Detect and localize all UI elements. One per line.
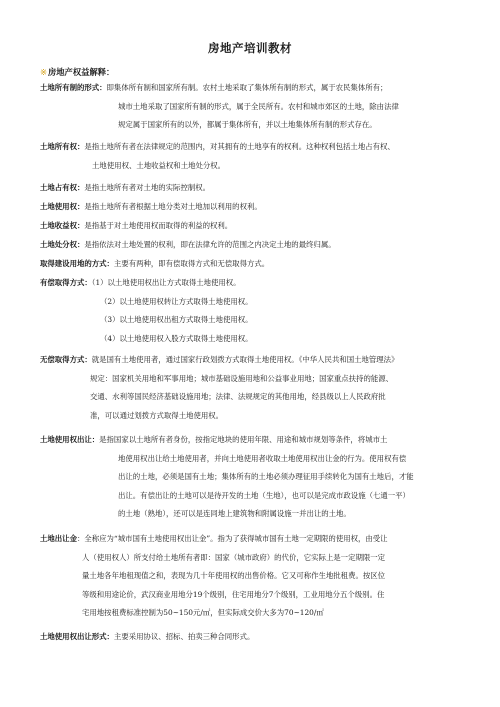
entry-unpaid-acquisition [40,351,472,425]
definition-text: 是指国家以土地所有者身份，按指定地块的使用年限、用途和城市规划等条件，将城市土 [99,435,388,444]
reference-mark-icon: ※ [40,67,47,77]
term-label: 取得建设用地的方式： [40,259,114,268]
entry-land-disposal-right [40,236,472,255]
list-item: （1）以土地使用权出让方式取得土地使用权。 [91,278,241,287]
definition-text: 量土地各年地租现值之和，表现为几十年使用权的出售价格。它又可称作生地批租费。按区位 [82,571,386,580]
definition-text: 主要有两种，即有偿取得方式和无偿取得方式。 [113,259,270,268]
term-label: 土地使用权出让形式： [40,632,114,641]
entry-sale-forms [40,628,472,647]
definition-text: 主要采用协议、招标、拍卖三种合同形式。 [113,632,255,641]
term-label: 土地处分权： [40,240,85,249]
definition-text: ：全称应为“城市国有土地使用权出让金”。指为了获得城市国有土地一定期限的使用权，由受让 [76,534,388,543]
definition-text: 出让的土地，必须是国有土地；集体所有的土地必须办理征用手续转化为国有土地后，才能 [118,472,414,481]
term-label: 有偿取得方式： [40,278,92,287]
definition-text: 地使用权出让给土地使用者，并向土地使用者收取土地使用权出让金的行为。使用权有偿 [118,453,407,463]
definition-text: 是指基于对土地使用权而取得的利益的权利。 [84,221,233,230]
definition-text: 出让。有偿出让的土地可以是待开发的土地（生地），也可以是完成市政设施（七通一平） [118,490,410,500]
list-item: （2）以土地使用权转让方式取得土地使用权。 [100,296,253,306]
definition-text: 交通、水利等国民经济基础设施用地；法律、法规规定的其他用地，经县级以上人民政府批 [90,392,386,401]
list-item: （4）以土地使用权入股方式取得土地使用权。 [100,333,253,343]
definition-text: 就是国有土地使用者，通过国家行政划拨方式取得土地使用权。《中华人民共和国土地管理法》 [91,355,399,364]
entry-land-use-right-sale [40,431,472,524]
entry-land-income-right [40,217,472,236]
definition-text: 人（使用权人）所支付给土地所有者即：国家（城市政府）的代价，它实际上是一定期限一定 [82,552,386,562]
definition-text: 准，可以通过划拨方式取得土地使用权。 [90,410,224,420]
term-label: 土地使用权： [40,202,85,211]
term-label: 土地出让金 [40,534,77,543]
entry-land-lease-fee [40,530,472,623]
definition-text: 土地使用权、土地收益权和土地处分权。 [92,160,226,170]
list-item: （3）以土地使用权出租方式取得土地使用权。 [100,315,253,324]
definition-text: 宅用地按租费标准控制为50~150元/㎡，但实际成交价大多为70~120/㎡ [82,608,324,617]
term-label: 土地占有权： [40,183,85,192]
term-label: 土地使用权出让： [40,435,100,444]
definition-text: 的土地（熟地），还可以是连同地上建筑物和附属设施一并出让的土地。 [118,509,351,518]
entry-land-use-right [40,198,472,217]
definition-text: 即集体所有制和国家所有制。农村土地采取了集体所有制的形式，属于农民集体所有； [106,83,388,92]
definition-text: 规定属于国家所有的以外，都属于集体所有，并以土地集体所有制的形式存在。 [118,120,377,129]
section-heading [40,66,114,78]
definition-text: 是指依法对土地处置的权利，即在法律允许的范围之内决定土地的最终归属。 [84,240,336,249]
term-label: 无偿取得方式： [40,355,92,364]
entry-land-ownership-system [40,79,472,135]
entry-land-property-right [40,138,472,175]
term-label: 土地所有制的形式： [40,83,107,92]
entry-land-possession-right [40,179,472,198]
term-label: 土地所有权： [40,142,85,151]
definition-text: 是指土地所有者根据土地分类对土地加以利用的权利。 [84,202,262,211]
entry-paid-acquisition [40,274,472,348]
definition-text: 等级和用途论价，武汉商业用地分19个级别，住宅用地分7个级别，工业用地分五个级别。住 [82,589,385,599]
definition-text: 是指土地所有者对土地的实际控制权。 [84,183,211,192]
section-heading-text: 房地产权益解释： [47,67,115,77]
entry-acquisition-methods [40,255,472,274]
page-title: 房地产培训教材 [208,41,292,55]
definition-text: 是指土地所有者在法律规定的范围内，对其拥有的土地享有的权利。这种权利包括土地占有权、 [84,142,395,151]
definition-text: 规定：国家机关用地和军事用地；城市基础设施用地和公益事业用地；国家重点扶持的能源、 [90,373,394,383]
definition-text: 城市土地采取了国家所有制的形式，属于全民所有。农村和城市郊区的土地，除由法律 [118,101,399,111]
term-label: 土地收益权： [40,221,85,230]
